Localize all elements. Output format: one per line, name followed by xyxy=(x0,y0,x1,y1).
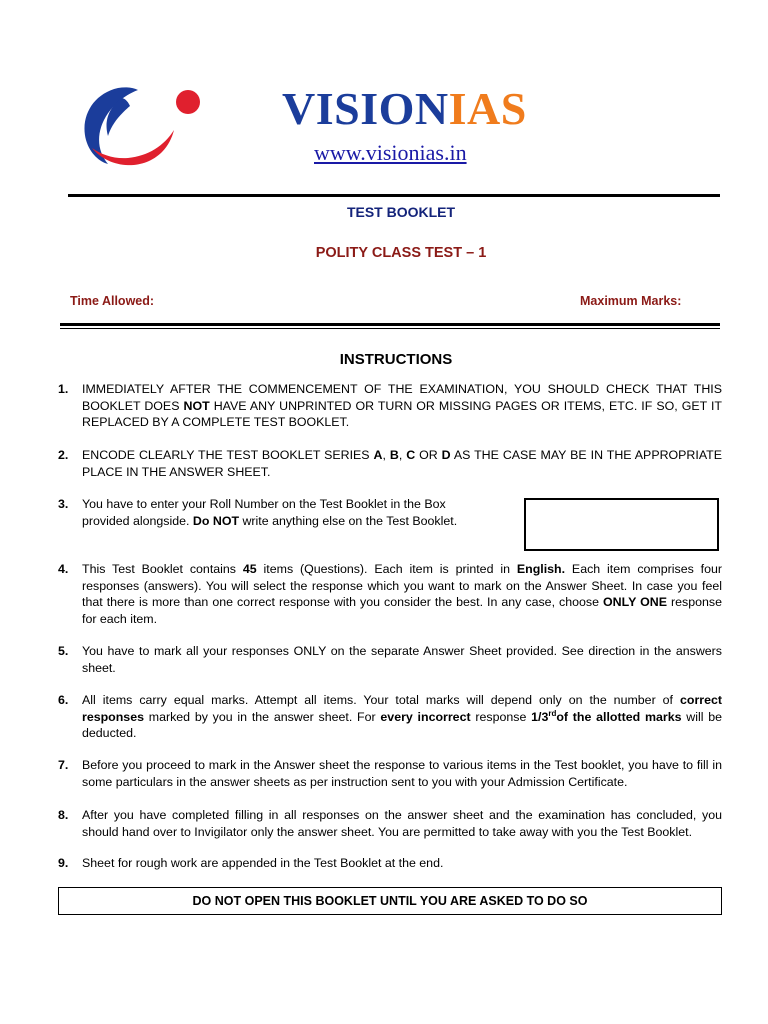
instruction-number: 9. xyxy=(58,856,69,870)
instruction-text: After you have completed filling in all responses on the answer sheet and the examination has concluded, you should hand over to Invigilator only the answer sheet. You are permitted to take away with you the Test Booklet. xyxy=(82,808,722,839)
maximum-marks-label: Maximum Marks: xyxy=(580,294,682,308)
test-title: POLITY CLASS TEST – 1 xyxy=(315,245,487,261)
instruction-text: All items carry equal marks. Attempt all items. Your total marks will depend only on the number of correct responses marked by you in the answer sheet. For every incorrect response 1/3rdof the allotted marks will be deducted. xyxy=(82,693,723,740)
logo-red-dot xyxy=(176,90,200,114)
instruction-text: This Test Booklet contains 45 items (Questions). Each item is printed in English. Each item comprises four responses (answers). You will select the response which you want to mark on the Answer Sheet. In case you feel that there is more than one correct response with you consider the best. In any case, choose ONLY ONE response for each item. xyxy=(82,562,723,626)
instruction-number: 7. xyxy=(58,758,69,772)
instruction-text: Sheet for rough work are appended in the Test Booklet at the end. xyxy=(82,856,444,870)
instruction-text: ENCODE CLEARLY THE TEST BOOKLET SERIES A, B, C OR D AS THE CASE MAY BE IN THE APPROPRIATE PLACE IN THE ANSWER SHEET. xyxy=(82,448,722,479)
instruction-item xyxy=(58,757,722,790)
instruction-text: You have to enter your Roll Number on the Test Booklet in the Box provided alongside. Do NOT write anything else on the Test Booklet. xyxy=(82,497,458,528)
time-allowed-label: Time Allowed: xyxy=(70,294,155,308)
brand-name xyxy=(282,82,527,136)
instruction-item xyxy=(58,855,722,872)
instruction-text: You have to mark all your responses ONLY on the separate Answer Sheet provided. See direction in the answers sheet. xyxy=(82,644,722,675)
instruction-number: 4. xyxy=(58,562,69,576)
instruction-number: 3. xyxy=(58,497,69,511)
roll-number-box[interactable] xyxy=(524,498,719,551)
instruction-number: 1. xyxy=(58,382,69,396)
website-link[interactable]: www.visionias.in xyxy=(314,140,467,165)
instructions-heading: INSTRUCTIONS xyxy=(339,351,453,368)
instruction-number: 5. xyxy=(58,644,69,658)
footer-notice: DO NOT OPEN THIS BOOKLET UNTIL YOU ARE ASKED TO DO SO xyxy=(58,887,722,915)
header-divider xyxy=(68,194,720,197)
brand-vision: VISION xyxy=(282,83,449,134)
brand-ias: IAS xyxy=(448,83,527,134)
instruction-number: 8. xyxy=(58,808,69,822)
double-rule-top xyxy=(60,323,720,326)
instruction-item xyxy=(58,447,722,480)
instruction-number: 2. xyxy=(58,448,69,462)
visionias-logo xyxy=(78,82,208,174)
double-rule-bottom xyxy=(60,328,720,329)
instruction-item xyxy=(58,807,722,840)
instruction-item xyxy=(58,381,722,431)
instruction-text: IMMEDIATELY AFTER THE COMMENCEMENT OF THE EXAMINATION, YOU SHOULD CHECK THAT THIS BOOKLET DOES NOT HAVE ANY UNPRINTED OR TURN OR MISSING PAGES OR ITEMS, ETC. IF SO, GET IT REPLACED BY A COMPLETE TEST BOOKLET. xyxy=(82,382,723,429)
instruction-item xyxy=(58,561,722,627)
instruction-item xyxy=(58,496,482,529)
booklet-title: TEST BOOKLET xyxy=(346,204,456,220)
instruction-item xyxy=(58,643,722,676)
instruction-number: 6. xyxy=(58,693,69,707)
instruction-text: Before you proceed to mark in the Answer sheet the response to various items in the Test booklet, you have to fill in some particulars in the answer sheets as per instruction sent to you with your Admission Certificate. xyxy=(82,758,722,789)
instruction-item xyxy=(58,692,722,742)
